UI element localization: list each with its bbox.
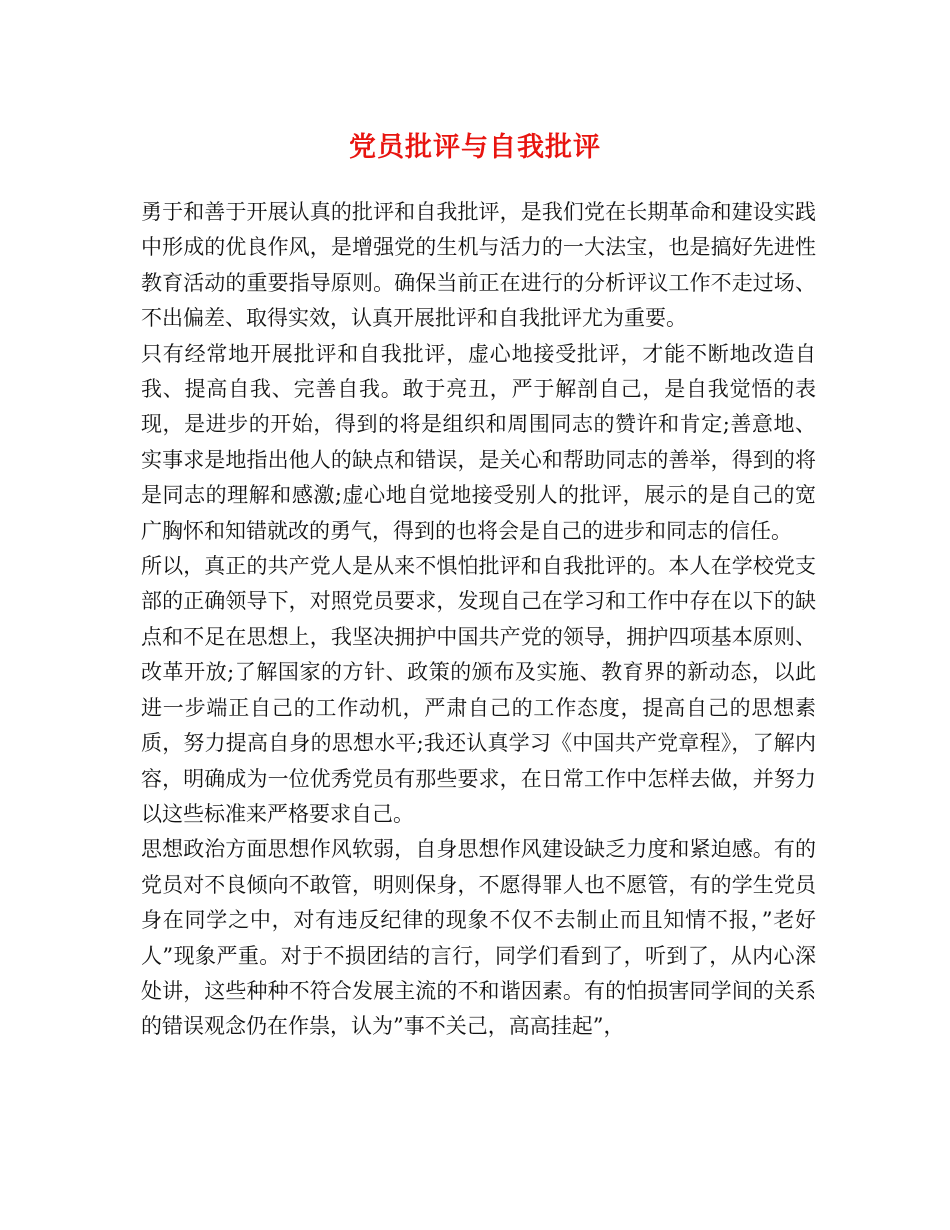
- paragraph-3: 所以，真正的共产党人是从来不惧怕批评和自我批评的。本人在学校党支部的正确领导下，对照党员要求，发现自己在学习和工作中存在以下的缺点和不足在思想上，我坚决拥护中国共产党的领导，拥护四项基本原则、改革开放;了解国家的方针、政策的颁布及实施、教育界的新动态，以此进一步端正自己的工作动机，严肃自己的工作态度，提高自己的思想素质，努力提高自身的思想水平;我还认真学习《中国共产党章程》，了解内容，明确成为一位优秀党员有那些要求，在日常工作中怎样去做，并努力以这些标准来严格要求自己。: [141, 554, 816, 826]
- paragraph-1: 勇于和善于开展认真的批评和自我批评，是我们党在长期革命和建设实践中形成的优良作风，是增强党的生机与活力的一大法宝，也是搞好先进性教育活动的重要指导原则。确保当前正在进行的分析评议工作不走过场、不出偏差、取得实效，认真开展批评和自我批评尤为重要。: [141, 200, 816, 331]
- paragraph-2: 只有经常地开展批评和自我批评，虚心地接受批评，才能不断地改造自我、提高自我、完善自我。敢于亮丑，严于解剖自己，是自我觉悟的表现，是进步的开始，得到的将是组织和周围同志的赞许和肯定;善意地、实事求是地指出他人的缺点和错误，是关心和帮助同志的善举，得到的将是同志的理解和感激;虚心地自觉地接受别人的批评，展示的是自己的宽广胸怀和知错就改的勇气，得到的也将会是自己的进步和同志的信任。: [141, 341, 816, 543]
- document-title: 党员批评与自我批评: [349, 132, 601, 163]
- document-body: [141, 195, 816, 1045]
- paragraph-4: 思想政治方面思想作风软弱，自身思想作风建设缺乏力度和紧迫感。有的党员对不良倾向不敢管，明则保身，不愿得罪人也不愿管，有的学生党员身在同学之中，对有违反纪律的现象不仅不去制止而且知情不报，”老好人”现象严重。对于不损团结的言行，同学们看到了，听到了，从内心深处讲，这些种种不符合发展主流的不和谐因素。有的怕损害同学间的关系的错误观念仍在作祟，认为”事不关己，高高挂起”，: [141, 837, 816, 1039]
